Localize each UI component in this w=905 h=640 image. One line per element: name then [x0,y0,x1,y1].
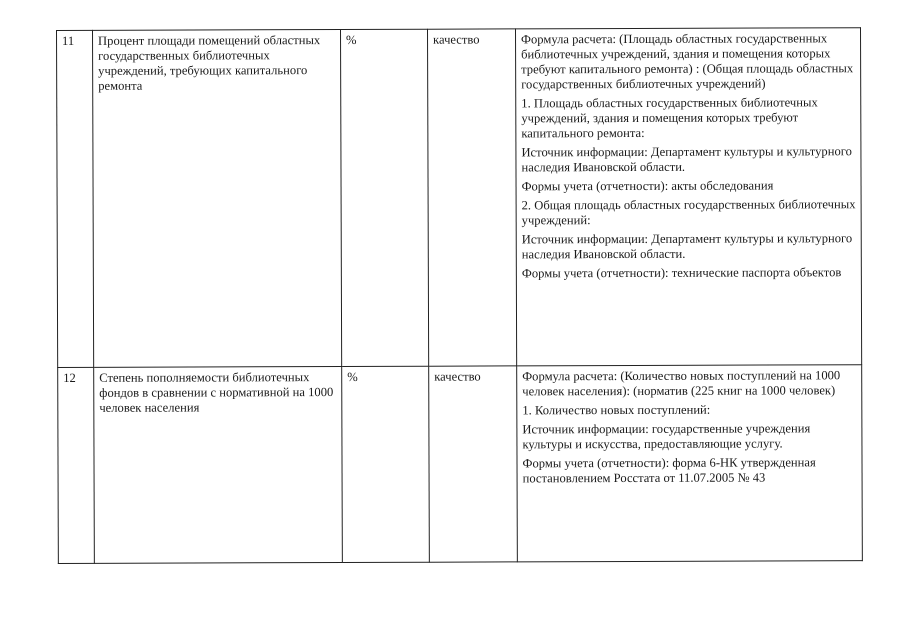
method-paragraph: Формула расчета: (Количество новых поступлений на 1000 человек населения): (норматив (225 книг на 1000 человек) [522,368,841,399]
indicator-type: качество [429,366,518,562]
indicator-type: качество [427,29,516,366]
method-paragraph: 1. Количество новых поступлений: [522,402,711,418]
method-paragraph: Источник информации: Департамент культуры и культурного наследия Ивановской области. [521,231,853,262]
method-paragraph: 2. Общая площадь областных государственных библиотечных учреждений: [521,197,856,228]
indicator-name: Степень пополняемости библиотечных фондов в сравнении с нормативной на 1000 человек населения [94,367,343,564]
method-paragraph: Источник информации: Департамент культуры и культурного наследия Ивановской области. [521,144,852,175]
method-paragraph: Формы учета (отчетности): форма 6-НК утвержденная постановлением Росстата от 11.07.2005 № 43 [522,455,816,486]
unit-of-measure: % [342,366,430,562]
indicators-table [56,27,863,564]
method-paragraph: Источник информации: государственные учреждения культуры и искусства, предоставляющие услугу. [522,421,811,452]
row-number: 11 [57,30,94,367]
unit-of-measure: % [341,29,429,366]
method-paragraph: 1. Площадь областных государственных библиотечных учреждений, здания и помещения которых требуют капитального ремонта: [521,95,818,141]
table-row [57,28,862,368]
method-paragraph: Формы учета (отчетности): технические паспорта объектов [521,265,842,281]
indicator-name: Процент площади помещений областных государственных библиотечных учреждений, требующих капитального ремонта [93,30,342,368]
method-paragraph: Формула расчета: (Площадь областных государственных библиотечных учреждений, здания и помещения которых требуют капитального ремонта) : (Общая площадь областных государственных библиотечных учреждений) [521,31,854,92]
calculation-method [515,28,861,366]
method-paragraph: Формы учета (отчетности): акты обследования [521,178,774,194]
table-row [58,365,863,564]
row-number: 12 [58,367,95,563]
calculation-method [517,365,863,562]
